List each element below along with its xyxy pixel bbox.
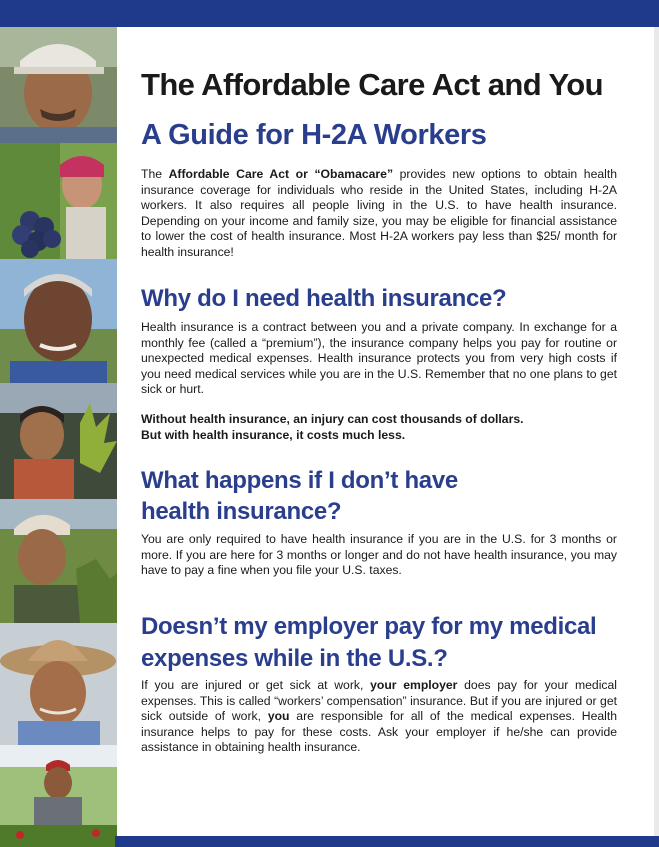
- section-body-employer: If you are injured or get sick at work, your employer does pay for your medical expenses. This is called “workers’ compensation” insurance. But if you are injured or get sick outside of work, you are responsible for all of the medical expenses. Health insurance helps to pay for these costs. Ask your employer if he/she can provide assistance in obtaining health insurance.: [141, 678, 617, 755]
- bottom-brand-bar: [115, 836, 659, 847]
- grape-harvest-photo: [0, 143, 117, 259]
- emphasis-line-2: But with health insurance, it costs much less.: [141, 428, 406, 442]
- section-body-why-insurance: Health insurance is a contract between you and a private company. In exchange for a monthly fee (called a “premium”), the insurance company helps you pay for routine or unexpected medical expenses. Health insurance protects you from very high costs if you need medical services while you are in the U.S. Remember that no one plans to get sick or hurt.: [141, 320, 617, 397]
- page-title: The Affordable Care Act and You: [141, 67, 603, 102]
- page-subtitle: A Guide for H-2A Workers: [141, 119, 487, 151]
- strawberry-picker-photo: [0, 745, 117, 847]
- section-body-no-insurance: You are only required to have health insurance if you are in the U.S. for 3 months or more. If you are here for 3 months or longer and do not have health insurance, you may have to pay a fine when you file your U.S. taxes.: [141, 532, 617, 578]
- worker-with-plants-photo: [0, 383, 117, 499]
- section-heading-no-insurance-1: What happens if I don’t have: [141, 467, 458, 494]
- section-heading-no-insurance-2: health insurance?: [141, 498, 342, 525]
- top-brand-bar: [0, 0, 659, 27]
- worker-in-straw-hat-photo: [0, 623, 117, 745]
- section-heading-employer-2: expenses while in the U.S.?: [141, 645, 448, 672]
- intro-paragraph: The Affordable Care Act or “Obamacare” provides new options to obtain health insurance coverage for individuals who reside in the United States, including H-2A workers. It also requires all people living in the U.S. to have health insurance. Depending on your income and family size, you may be eligible for financial assistance to lower the cost of health insurance. Most H-2A workers pay less than $25/ month for health insurance!: [141, 167, 617, 259]
- worker-in-field-photo: [0, 499, 117, 623]
- section-heading-employer-1: Doesn’t my employer pay for my medical: [141, 613, 597, 640]
- worker-portrait-photo: [0, 27, 117, 143]
- older-worker-portrait-photo: [0, 259, 117, 383]
- section-heading-why-insurance: Why do I need health insurance?: [141, 285, 507, 312]
- page-edge-shadow: [654, 27, 659, 847]
- photo-column: [0, 27, 117, 847]
- emphasis-line-1: Without health insurance, an injury can cost thousands of dollars.: [141, 412, 524, 426]
